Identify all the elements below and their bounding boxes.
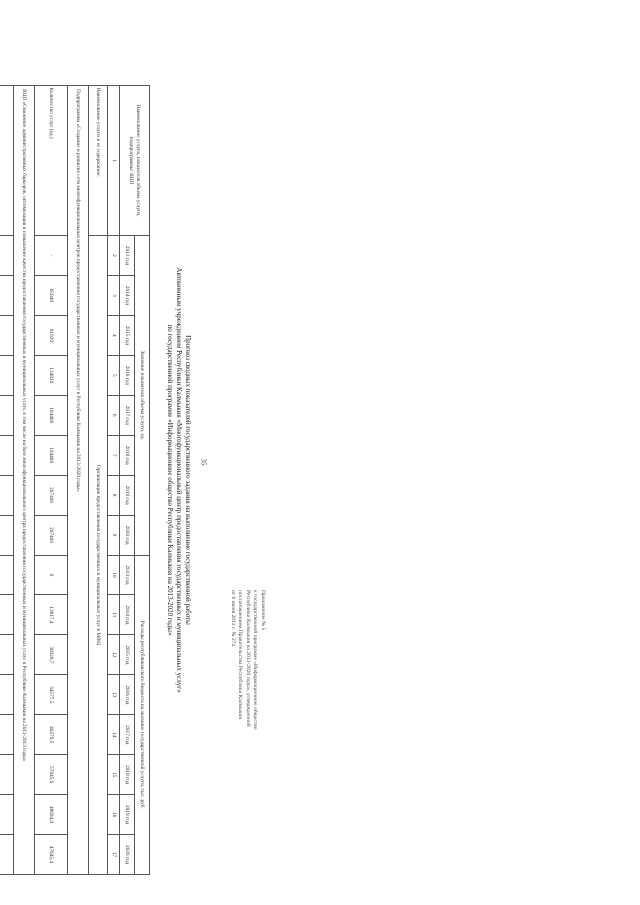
title-line: по государственной программе «Информационное общество Республики Калмыкия на 2013-2020 годы» [166, 324, 174, 636]
year-header: 2014 год [120, 595, 135, 635]
table-cell: 34577,5 [35, 675, 68, 715]
table-cell [0, 236, 14, 276]
rotated-sheet [0, 80, 270, 880]
table-cell [0, 635, 14, 675]
forecast-table [0, 85, 150, 875]
table-cell: 207400 [35, 515, 68, 555]
table-cell: 13817,4 [35, 595, 68, 635]
column-number: 1 [108, 86, 120, 236]
table-cell [0, 275, 14, 315]
table-cell [0, 435, 14, 475]
table-cell: - [35, 236, 68, 276]
approval-line: Приложение № 5 [260, 590, 266, 631]
table-cell [0, 555, 14, 595]
column-number: 16 [108, 795, 120, 835]
column-number: 2 [108, 236, 120, 276]
document-title [165, 120, 192, 840]
approval-block [229, 590, 267, 880]
year-header: 2017 год [120, 715, 135, 755]
column-number: 8 [108, 475, 120, 515]
approval-line: к государственной программе «Информационное общество [252, 590, 259, 730]
table-cell [0, 835, 14, 875]
vcp-row [14, 86, 35, 875]
year-header: 2013 год [120, 236, 135, 276]
year-header: 2018 год [120, 435, 135, 475]
table-cell [0, 795, 14, 835]
subprogram-title: Подпрограмма «Создание и развитие сети многофункциональных центров предоставления государственных и муниципальных услуг в Республике Калмыкия на 2013-2020 годы» [68, 86, 89, 875]
table-row [35, 86, 68, 875]
year-header: 2019 год [120, 795, 135, 835]
column-number: 5 [108, 355, 120, 395]
service-row [89, 86, 108, 875]
column-number: 4 [108, 315, 120, 355]
page-number: 35 [199, 458, 208, 466]
row-label [0, 86, 14, 236]
table-cell: 48694,9 [35, 795, 68, 835]
table-cell: 30928,7 [35, 635, 68, 675]
table-cell [0, 715, 14, 755]
table-cell: 47645,4 [35, 835, 68, 875]
column-number: 15 [108, 755, 120, 795]
subprogram-row [68, 86, 89, 875]
year-header: 2018 год [120, 755, 135, 795]
column-number: 11 [108, 595, 120, 635]
approval-line: постановлением Правительства Республики Калмыкия [237, 590, 244, 719]
table-cell [0, 675, 14, 715]
title-line: Прогноз сводных показателей государственного задания на выполнение государственной работы [184, 335, 192, 625]
table-cell: 0 [35, 555, 68, 595]
year-header: 2014 год [120, 275, 135, 315]
table-cell [0, 395, 14, 435]
year-header: 2017 год [120, 395, 135, 435]
table-cell [0, 755, 14, 795]
approval-line: Республики Калмыкия на 2013-2020 годы», утвержденной [245, 590, 251, 727]
table-cell: 65948 [35, 275, 68, 315]
year-header: 2019 год [120, 475, 135, 515]
year-header: 2013 год [120, 555, 135, 595]
year-header: 2020 год [120, 835, 135, 875]
year-header: 2015 год [120, 635, 135, 675]
header-budget: Расходы республиканского бюджета на оказание государственной услуги, тыс. руб. [135, 555, 150, 875]
column-number: 9 [108, 515, 120, 555]
table-cell: 184460 [35, 395, 68, 435]
column-number: 10 [108, 555, 120, 595]
column-number: 13 [108, 675, 120, 715]
table-cell: 134820 [35, 355, 68, 395]
table-cell: 194460 [35, 435, 68, 475]
table-cell [0, 315, 14, 355]
header-name: Наименование услуги, показателя объема услуги, подпрограммы/ ВЦП [120, 86, 150, 236]
column-number: 3 [108, 275, 120, 315]
table-cell [0, 355, 14, 395]
year-header: 2020 год [120, 515, 135, 555]
year-header: 2016 год [120, 355, 135, 395]
table-cell [0, 515, 14, 555]
column-number: 17 [108, 835, 120, 875]
title-line: Автономным учреждением Республики Калмыкия «Многофункциональный центр предоставления государственных и муниципальных услуг» [175, 267, 183, 693]
column-number: 12 [108, 635, 120, 675]
column-number-row [108, 86, 120, 875]
table-cell: 207400 [35, 475, 68, 515]
vcp-title: ВЦП «Снижение административных барьеров, оптимизация и повышение качества предоставления государственных и муниципальных услуг, в том числе на базе многофункционального центра предоставления государственных и муниципальных услуг в Республике Калмыкия на 2011-2013 годы» [14, 86, 35, 875]
header-volume: Значение показателя объема услуги, ед. [135, 236, 150, 556]
table-cell [0, 595, 14, 635]
column-number: 7 [108, 435, 120, 475]
row-label: Количество услуг (ед.) [35, 86, 68, 236]
column-number: 14 [108, 715, 120, 755]
approval-line: от 6 июня 2013 г. № 274 [230, 590, 236, 647]
table-cell: 40279,5 [35, 715, 68, 755]
year-header: 2016 год [120, 675, 135, 715]
table-cell: 57845,0 [35, 755, 68, 795]
table-cell: 91920 [35, 315, 68, 355]
table-row [0, 86, 14, 875]
service-value: Организация предоставления государственных и муниципальных услуг в МФЦ [89, 236, 108, 875]
service-label: Наименование услуги и ее содержание: [89, 86, 108, 236]
year-header: 2015 год [120, 315, 135, 355]
column-number: 6 [108, 395, 120, 435]
table-cell [0, 475, 14, 515]
